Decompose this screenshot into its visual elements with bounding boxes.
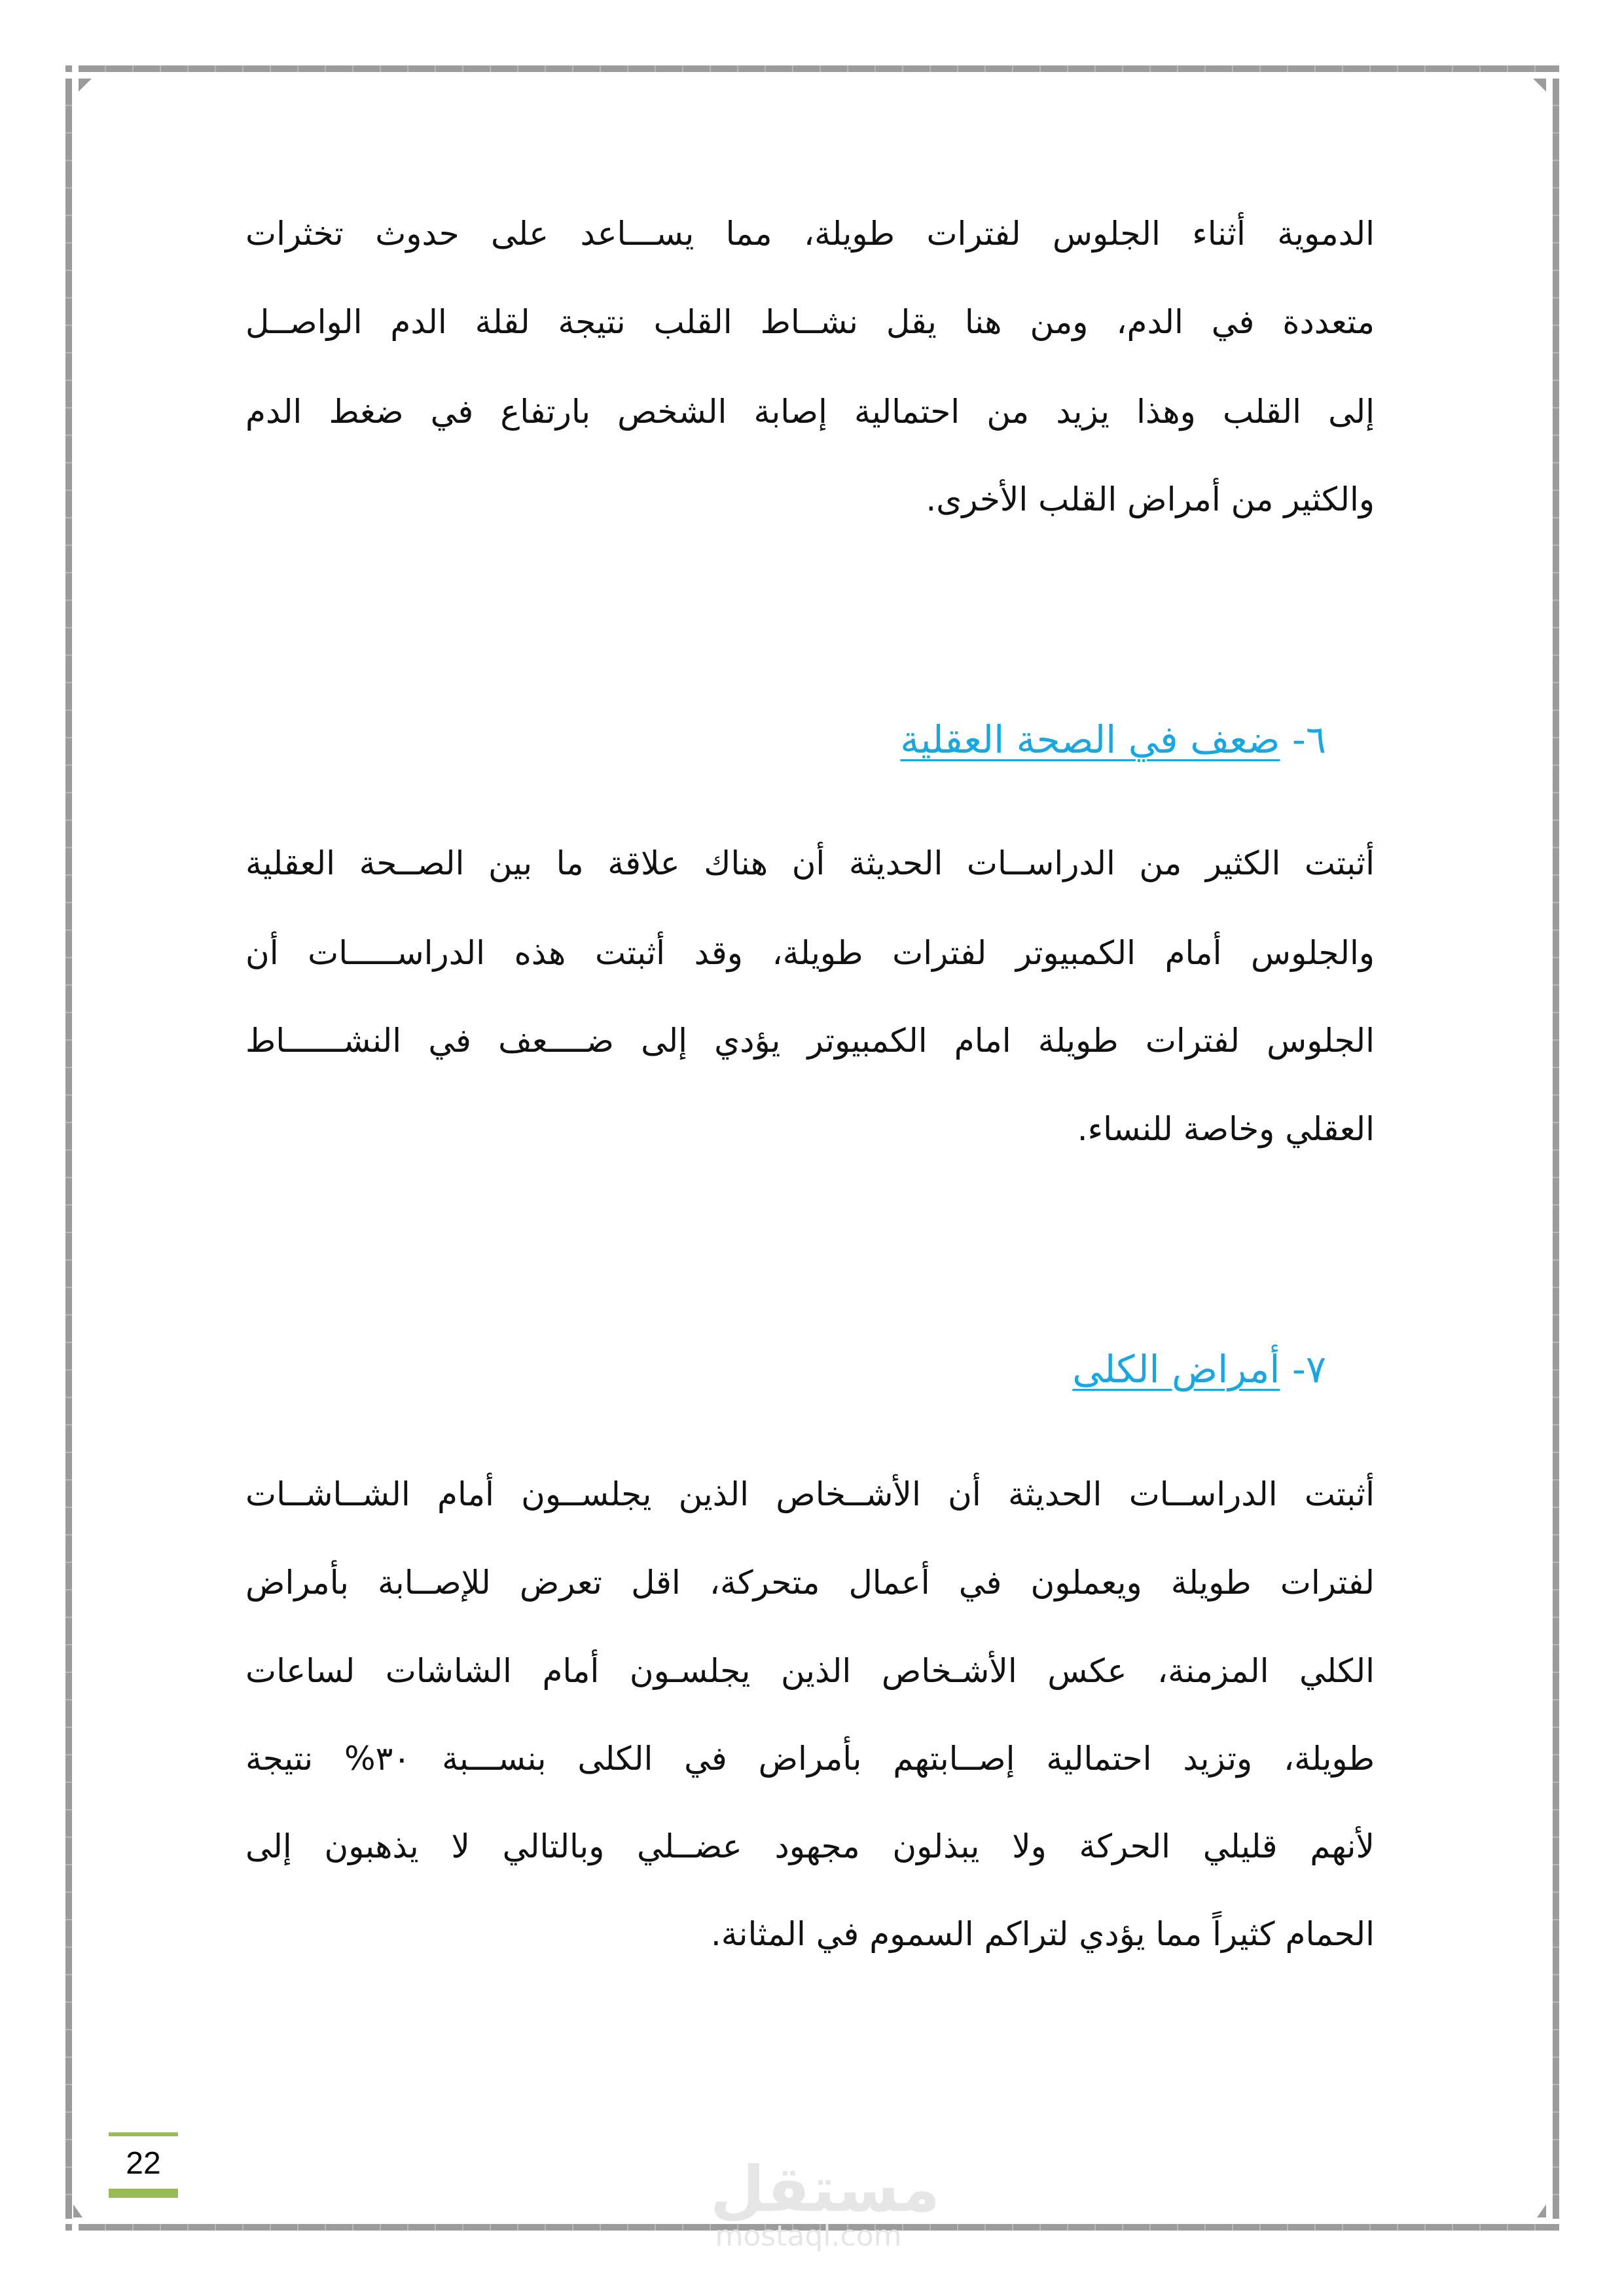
corner-square-bottom-right <box>1553 2224 1559 2231</box>
section-heading-mental-health <box>900 713 1326 766</box>
text-line: الكلي المزمنة، عكس الأشـخاص الذين يجلسـون أمام الشاشات لساعات <box>245 1652 1375 1690</box>
page-number-top-bar <box>109 2132 178 2136</box>
page-border-top <box>79 65 1555 72</box>
page-border-left <box>65 79 72 2219</box>
corner-square-bottom-left <box>65 2224 72 2231</box>
corner-square-top-left <box>65 65 72 72</box>
text-line: والجلوس أمام الكمبيوتر لفترات طويلة، وقد أثبتت هذه الدراســـــات أن <box>245 934 1375 972</box>
page-border-right <box>1553 79 1559 2219</box>
section-title: ضعف في الصحة العقلية <box>900 717 1280 762</box>
watermark-logo: مستقل <box>710 2153 941 2226</box>
text-line: متعددة في الدم، ومن هنا يقل نشــاط القلب نتيجة لقلة الدم الواصــل <box>245 303 1375 341</box>
corner-triangle-bottom-right <box>1537 2204 1546 2217</box>
watermark-url: mostaql.com <box>715 2219 902 2253</box>
text-line: الجلوس لفترات طويلة امام الكمبيوتر يؤدي إلى ضــــعف في النشــــــاط <box>245 1022 1375 1060</box>
text-line: الدموية أثناء الجلوس لفترات طويلة، مما يســـاعد على حدوث تخثرات <box>245 215 1375 253</box>
section-title: أمراض الكلى <box>1072 1347 1280 1391</box>
text-line: إلى القلب وهذا يزيد من احتمالية إصابة الشخص بارتفاع في ضغط الدم <box>245 393 1375 431</box>
text-line: والكثير من أمراض القلب الأخرى. <box>926 480 1375 518</box>
text-line: الحمام كثيراً مما يؤدي لتراكم السموم في المثانة. <box>710 1915 1375 1953</box>
text-line: أثبتت الكثير من الدراســات الحديثة أن هناك علاقة ما بين الصــحة العقلية <box>245 844 1375 882</box>
section-number: ٧- <box>1291 1347 1326 1391</box>
text-line: لأنهم قليلي الحركة ولا يبذلون مجهود عضــلي وبالتالي لا يذهبون إلى <box>245 1827 1375 1865</box>
text-line: أثبتت الدراســات الحديثة أن الأشــخاص الذين يجلســون أمام الشــاشــات <box>245 1475 1375 1513</box>
text-line: طويلة، وتزيد احتمالية إصــابتهم بأمراض في الكلى بنســـبة ٣٠% نتيجة <box>245 1740 1375 1778</box>
page-number: 22 <box>126 2146 161 2181</box>
corner-triangle-top-left <box>79 79 92 92</box>
corner-triangle-bottom-left <box>73 2204 82 2217</box>
corner-triangle-top-right <box>1533 79 1546 92</box>
text-line: لفترات طويلة ويعملون في أعمال متحركة، اقل تعرض للإصــابة بأمراض <box>245 1564 1375 1602</box>
corner-square-top-right <box>1553 65 1559 72</box>
text-line: العقلي وخاصة للنساء. <box>1077 1110 1375 1148</box>
section-heading-kidney-disease <box>1072 1343 1326 1395</box>
page-number-bottom-bar <box>109 2189 178 2198</box>
section-number: ٦- <box>1291 717 1326 762</box>
